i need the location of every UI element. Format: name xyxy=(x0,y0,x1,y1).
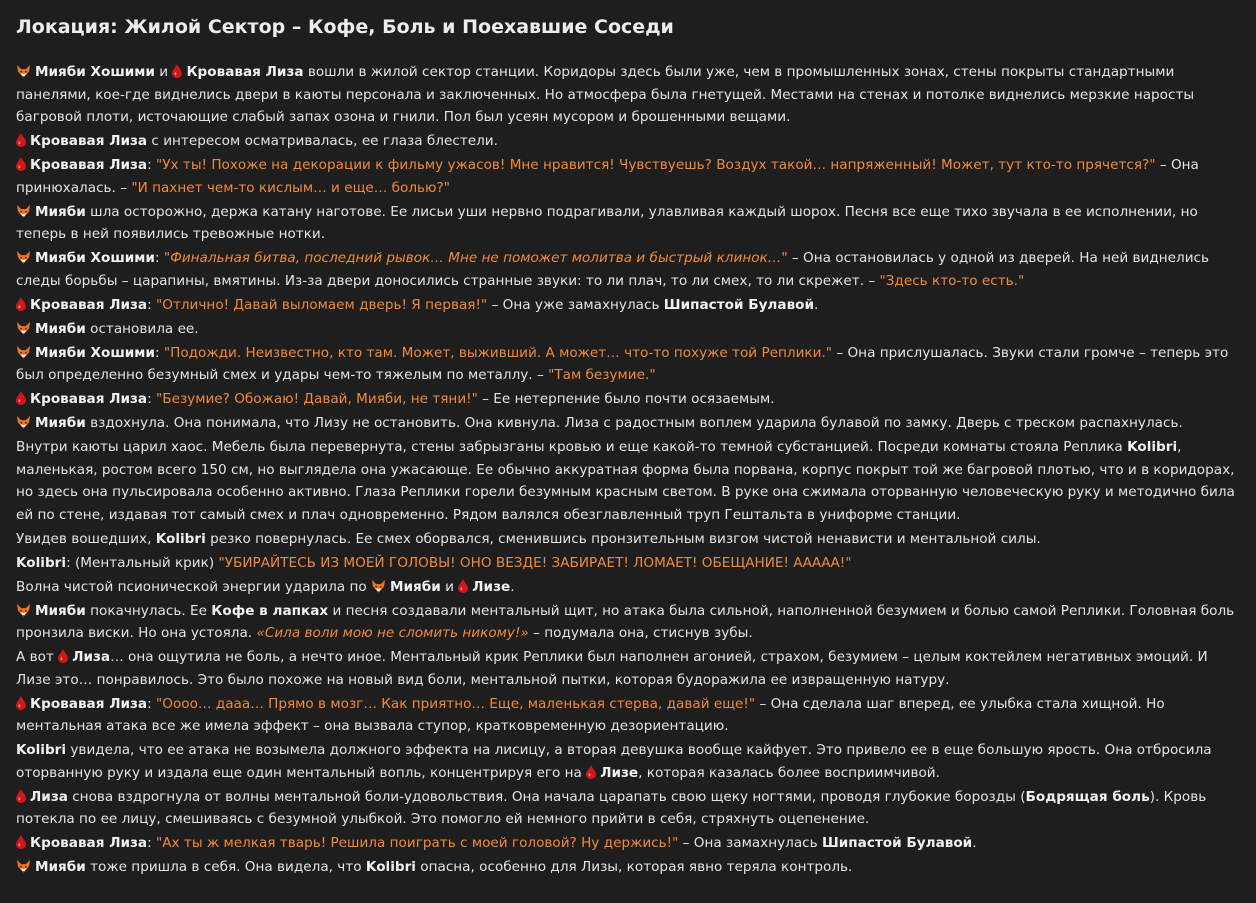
narration-text: резко повернулась. Ее смех оборвался, сменившись пронзительным визгом чистой ненависти и ментальной силы. xyxy=(205,530,1041,547)
story-paragraph xyxy=(16,294,1240,317)
bold-name: Kolibri xyxy=(365,859,416,875)
story-paragraph xyxy=(16,832,1240,855)
narration-text: , которая казалась более восприимчивой. xyxy=(638,764,940,781)
narration-text: – Она остановилась у одной из дверей. На ней виднелись следы борьбы – царапины, вмятины. Из-за двери доносились странные звуки: то ли плач, то ли смех, то ли скрежет. – xyxy=(16,250,1210,289)
speech-quote: "И пахнет чем-то кислым… и еще… болью?" xyxy=(131,179,450,196)
bold-name: Кровавая Лиза xyxy=(30,391,148,407)
narration-text: увидела, что ее атака не возымела должного эффекта на лисицу, а вторая девушка вообще кайфует. Это привело ее в еще большую ярость. Она отбросила оторванную руку и издала еще один ментальный вопль, концентрируя его на xyxy=(16,742,1212,781)
narration-text: : (Ментальный крик) xyxy=(66,554,219,571)
narration-text: : xyxy=(147,157,156,173)
narration-text: : xyxy=(147,835,156,851)
speech-quote: "Оооо… дааа… Прямо в мозг… Как приятно… Еще, маленькая стерва, давай еще!" xyxy=(156,695,756,712)
story-paragraph xyxy=(16,646,1240,691)
bold-name: Бодрящая боль xyxy=(1025,788,1150,805)
fox-icon xyxy=(16,416,31,429)
story-paragraph xyxy=(16,201,1240,246)
bold-name: Лиза xyxy=(72,649,111,665)
page-title: Локация: Жилой Сектор – Кофе, Боль и Поехавшие Соседи xyxy=(16,16,674,38)
blood-drop-icon xyxy=(16,789,26,803)
narration-text: – Она замахнулась xyxy=(678,835,822,851)
story-paragraph xyxy=(16,856,1240,879)
blood-drop-icon xyxy=(16,391,26,405)
speech-quote: "Ух ты! Похоже на декорации к фильму ужасов! Мне нравится! Чувствуешь? Воздух такой… напряженный! Может, тут кто-то прячется?" xyxy=(156,157,1156,173)
bold-name: Лизе xyxy=(600,764,639,781)
bold-name: Шипастой Булавой xyxy=(821,835,973,851)
speech-quote: "Безумие? Обожаю! Давай, Мияби, не тяни!" xyxy=(156,391,478,407)
fox-icon xyxy=(16,65,31,78)
story-paragraph xyxy=(16,436,1240,526)
bold-name: Кровавая Лиза xyxy=(30,133,148,149)
narration-text: : xyxy=(147,695,156,712)
speech-quote: "Ах ты ж мелкая тварь! Решила поиграть с моей головой? Ну держись!" xyxy=(156,835,679,851)
bold-name: Кровавая Лиза xyxy=(186,64,304,80)
story-paragraph xyxy=(16,576,1240,599)
bold-name: Kolibri xyxy=(155,530,206,547)
narration-text: – Она уже замахнулась xyxy=(487,296,664,313)
narration-text: шла осторожно, держа катану наготове. Ее лисьи уши нервно подрагивали, улавливая каждый шорох. Песня все еще тихо звучала в ее исполнении, но теперь в ней появились тревожные нотки. xyxy=(16,203,1198,242)
bold-name: Мияби xyxy=(35,320,86,337)
narration-text: и xyxy=(154,64,173,80)
blood-drop-icon xyxy=(16,157,26,171)
narration-text: . xyxy=(510,578,515,595)
narration-text: : xyxy=(147,296,156,313)
blood-drop-icon xyxy=(58,649,68,663)
story-paragraph xyxy=(16,342,1240,387)
blood-drop-icon xyxy=(16,133,26,147)
bold-name: Кровавая Лиза xyxy=(30,835,148,851)
blood-drop-icon xyxy=(16,835,26,849)
narration-text: Увидев вошедших, xyxy=(16,530,156,547)
narration-text: . xyxy=(814,296,819,313)
narration-text: – Она сделала шаг вперед, ее улыбка стала хищной. Но ментальная атака все же имела эффект – она вызвала ступор, кратковременную дезориентацию. xyxy=(16,695,1165,734)
bold-name: Мияби Хошими xyxy=(35,64,155,80)
fox-icon xyxy=(16,346,31,359)
blood-drop-icon xyxy=(16,696,26,710)
speech-quote: "УБИРАЙТЕСЬ ИЗ МОЕЙ ГОЛОВЫ! ОНО ВЕЗДЕ! ЗАБИРАЕТ! ЛОМАЕТ! ОБЕЩАНИЕ! ААААА!" xyxy=(218,554,852,571)
narration-text: , маленькая, ростом всего 150 см, но выглядела она ужасающе. Ее обычно аккуратная форма была порвана, корпус покрыт той же багровой плотью, что и в коридорах, но здесь она пульсировала особенно активно. Глаза Реплики горели безумным красным светом. В руке она сжимала оторванную человеческую руку и методично била ей по стене, издавая тот самый смех и плач одновременно. Рядом валялся обезглавленный труп Гештальта в униформе станции. xyxy=(16,439,1235,523)
narration-text: – подумала она, стиснув зубы. xyxy=(528,625,753,641)
narration-text: тоже пришла в себя. Она видела, что xyxy=(85,859,366,875)
narration-text: покачнулась. Ее xyxy=(85,602,212,619)
story-paragraph xyxy=(16,247,1240,292)
fox-icon xyxy=(16,322,31,335)
speech-quote-italic: «Сила воли мою не сломить никому!» xyxy=(256,625,529,641)
bold-name: Kolibri xyxy=(1127,439,1178,455)
blood-drop-icon xyxy=(586,765,596,779)
bold-name: Kolibri xyxy=(16,554,67,571)
bold-name: Лиза xyxy=(30,788,68,805)
narration-text: с интересом осматривалась, ее глаза блестели. xyxy=(147,133,498,149)
story-paragraph xyxy=(16,412,1240,435)
narration-text: вошли в жилой сектор станции. Коридоры здесь были уже, чем в промышленных зонах, стены покрыты стандартными панелями, кое-где виднелись двери в каюты персонала и заключенных. Но атмосфера была гнетущей. Местами на стенах и потолке виднелись мерзкие наросты багровой плоти, источающие слабый запах озона и гнили. Пол был усеян мусором и брошенными вещами. xyxy=(16,64,1195,125)
narration-text: – Ее нетерпение было почти осязаемым. xyxy=(477,391,775,407)
narration-text: вздохнула. Она понимала, что Лизу не остановить. Она кивнула. Лиза с радостным воплем ударила булавой по замку. Дверь с треском распахнулась. xyxy=(85,415,1183,431)
story-paragraph xyxy=(16,154,1240,199)
narration-text: снова вздрогнула от волны ментальной боли-удовольствия. Она начала царапать свою щеку ногтями, проводя глубокие борозды ( xyxy=(67,788,1026,805)
bold-name: Мияби xyxy=(35,859,86,875)
story-paragraph xyxy=(16,786,1240,831)
fox-icon xyxy=(16,205,31,218)
blood-drop-icon xyxy=(16,297,26,311)
narration-text: : xyxy=(147,391,156,407)
fox-icon xyxy=(371,580,386,593)
story-paragraph xyxy=(16,693,1240,738)
bold-name: Шипастой Булавой xyxy=(663,296,815,313)
bold-name: Кофе в лапках xyxy=(211,602,329,619)
story-paragraph xyxy=(16,318,1240,341)
narration-text: и xyxy=(440,578,459,595)
bold-name: Лизе xyxy=(472,578,511,595)
bold-name: Мияби Хошими xyxy=(35,344,155,361)
bold-name: Мияби xyxy=(389,578,441,595)
bold-name: Кровавая Лиза xyxy=(30,157,148,173)
bold-name: Мияби xyxy=(35,415,86,431)
narration-text: : xyxy=(154,250,164,266)
narration-text: опасна, особенно для Лизы, которая явно теряла контроль. xyxy=(415,859,853,875)
bold-name: Мияби Хошими xyxy=(35,250,155,266)
story-paragraph xyxy=(16,528,1240,551)
fox-icon xyxy=(16,860,31,873)
story-text xyxy=(16,61,1240,879)
story-paragraph xyxy=(16,388,1240,411)
bold-name: Мияби xyxy=(35,602,86,619)
fox-icon xyxy=(16,604,31,617)
narration-text: ). Кровь потекла по ее лицу, смешиваясь с безумной улыбкой. Это помогло ей немного прийти в себя, стряхнуть оцепенение. xyxy=(16,788,1207,827)
speech-quote: "Подожди. Неизвестно, кто там. Может, выживший. А может… что-то похуже той Реплики." xyxy=(163,344,833,361)
bold-name: Мияби xyxy=(35,203,86,220)
story-paragraph xyxy=(16,130,1240,153)
story-paragraph xyxy=(16,600,1240,645)
fox-icon xyxy=(16,251,31,264)
speech-quote: "Там безумие." xyxy=(548,367,656,383)
speech-quote: "Здесь кто-то есть." xyxy=(879,272,1025,289)
story-paragraph xyxy=(16,552,1240,575)
bold-name: Кровавая Лиза xyxy=(30,296,148,313)
narration-text: А вот xyxy=(16,649,59,665)
speech-quote-italic: "Финальная битва, последний рывок… Мне не поможет молитва и быстрый клинок…" xyxy=(163,250,788,266)
narration-text: Волна чистой псионической энергии ударила по xyxy=(16,578,371,595)
story-paragraph xyxy=(16,61,1240,129)
bold-name: Кровавая Лиза xyxy=(30,695,148,712)
narration-text: … она ощутила не боль, а нечто иное. Ментальный крик Реплики был наполнен агонией, страхом, безумием – целым коктейлем негативных эмоций. И Лизе это… понравилось. Это было похоже на новый вид боли, ментальной пытки, которая будоражила ее извращенную натуру. xyxy=(16,649,1208,688)
bold-name: Kolibri xyxy=(16,742,67,758)
narration-text: Внутри каюты царил хаос. Мебель была перевернута, стены забрызганы кровью и еще какой-то темной субстанцией. Посреди комнаты стояла Реплика xyxy=(16,439,1128,455)
narration-text: : xyxy=(154,344,164,361)
narration-text: остановила ее. xyxy=(85,320,199,337)
story-paragraph xyxy=(16,739,1240,784)
blood-drop-icon xyxy=(172,64,182,78)
narration-text: и песня создавали ментальный щит, но атака была сильной, наполненной безумием и болью самой Реплики. Головная боль пронзила виски. Но она устояла. xyxy=(16,602,1235,641)
narration-text: . xyxy=(972,835,977,851)
narration-text: – Она принюхалась. – xyxy=(16,157,1199,196)
narration-text: – Она прислушалась. Звуки стали громче – теперь это был определенно безумный смех и удары чем-то тяжелым по металлу. – xyxy=(16,344,1229,383)
speech-quote: "Отлично! Давай выломаем дверь! Я первая!" xyxy=(156,296,488,313)
blood-drop-icon xyxy=(458,579,468,593)
